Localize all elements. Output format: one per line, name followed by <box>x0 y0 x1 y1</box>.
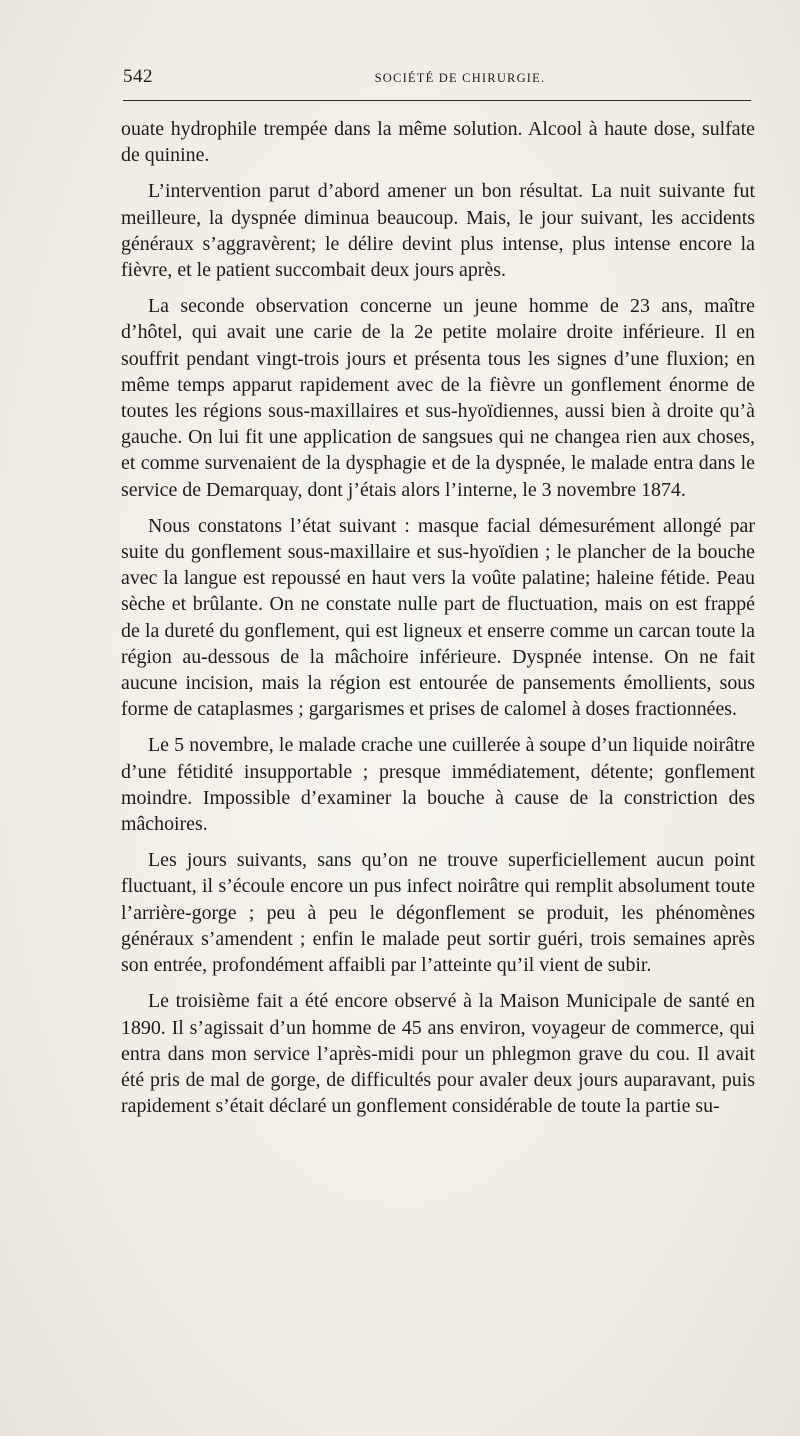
paragraph: Le 5 novembre, le malade crache une cuillerée à soupe d’un liquide noirâtre d’une fétidité insupportable ; presque immédiatement, détente; gonflement moindre. Impossible d’examiner la bouche à cause de la constriction des mâchoires. <box>121 734 755 836</box>
paragraph: Le troisième fait a été encore observé à la Maison Municipale de santé en 1890. Il s’agissait d’un homme de 45 ans environ, voyageur de commerce, qui entra dans mon service l’après-midi pour un phlegmon grave du cou. Il avait été pris de mal de gorge, de difficultés pour avaler deux jours auparavant, puis rapidement s’était déclaré un gonflement considérable de toute la partie su- <box>121 990 755 1118</box>
header-rule <box>123 100 751 101</box>
page-number: 542 <box>123 66 153 87</box>
paragraph: ouate hydrophile trempée dans la même solution. Alcool à haute dose, sulfate de quinine. <box>121 118 755 167</box>
paragraph: Nous constatons l’état suivant : masque facial démesurément allongé par suite du gonflement sous-maxillaire et sus-hyoïdien ; le plancher de la bouche avec la langue est repoussé en haut vers la voûte palatine; haleine fétide. Peau sèche et brûlante. On ne constate nulle part de fluctuation, mais on est frappé de la dureté du gonflement, qui est ligneux et enserre comme un carcan toute la région au-dessous de la mâchoire inférieure. Dyspnée intense. On ne fait aucune incision, mais la région est entourée de pansements émollients, sous forme de cataplasmes ; gargarismes et prises de calomel à doses fractionnées. <box>121 514 755 721</box>
body-text <box>121 116 755 1129</box>
paragraph: L’intervention parut d’abord amener un bon résultat. La nuit suivante fut meilleure, la dyspnée diminua beaucoup. Mais, le jour suivant, les accidents généraux s’aggravèrent; le délire devint plus intense, plus intense encore la fièvre, et le patient succombait deux jours après. <box>121 180 755 282</box>
paragraph: Les jours suivants, sans qu’on ne trouve superficiellement aucun point fluctuant, il s’écoule encore un pus infect noirâtre qui remplit absolument toute l’arrière-gorge ; peu à peu le dégonflement se produit, les phénomènes généraux s’amendent ; enfin le malade peut sortir guéri, trois semaines après son entrée, profondément affaibli par l’atteinte qu’il vient de subir. <box>121 849 755 977</box>
paragraph: La seconde observation concerne un jeune homme de 23 ans, maître d’hôtel, qui avait une carie de la 2e petite molaire droite inférieure. Il en souffrit pendant vingt-trois jours et présenta tous les signes d’une fluxion; en même temps apparut rapidement avec de la fièvre un gonflement énorme de toutes les régions sous-maxillaires et sus-hyoïdiennes, aussi bien à droite qu’à gauche. On lui fit une application de sangsues qui ne changea rien aux choses, et comme survenaient de la dysphagie et de la dyspnée, le malade entra dans le service de Demarquay, dont j’étais alors l’interne, le 3 novembre 1874. <box>121 295 755 501</box>
running-head: SOCIÉTÉ DE CHIRURGIE. <box>374 71 546 85</box>
page-header <box>123 64 751 98</box>
